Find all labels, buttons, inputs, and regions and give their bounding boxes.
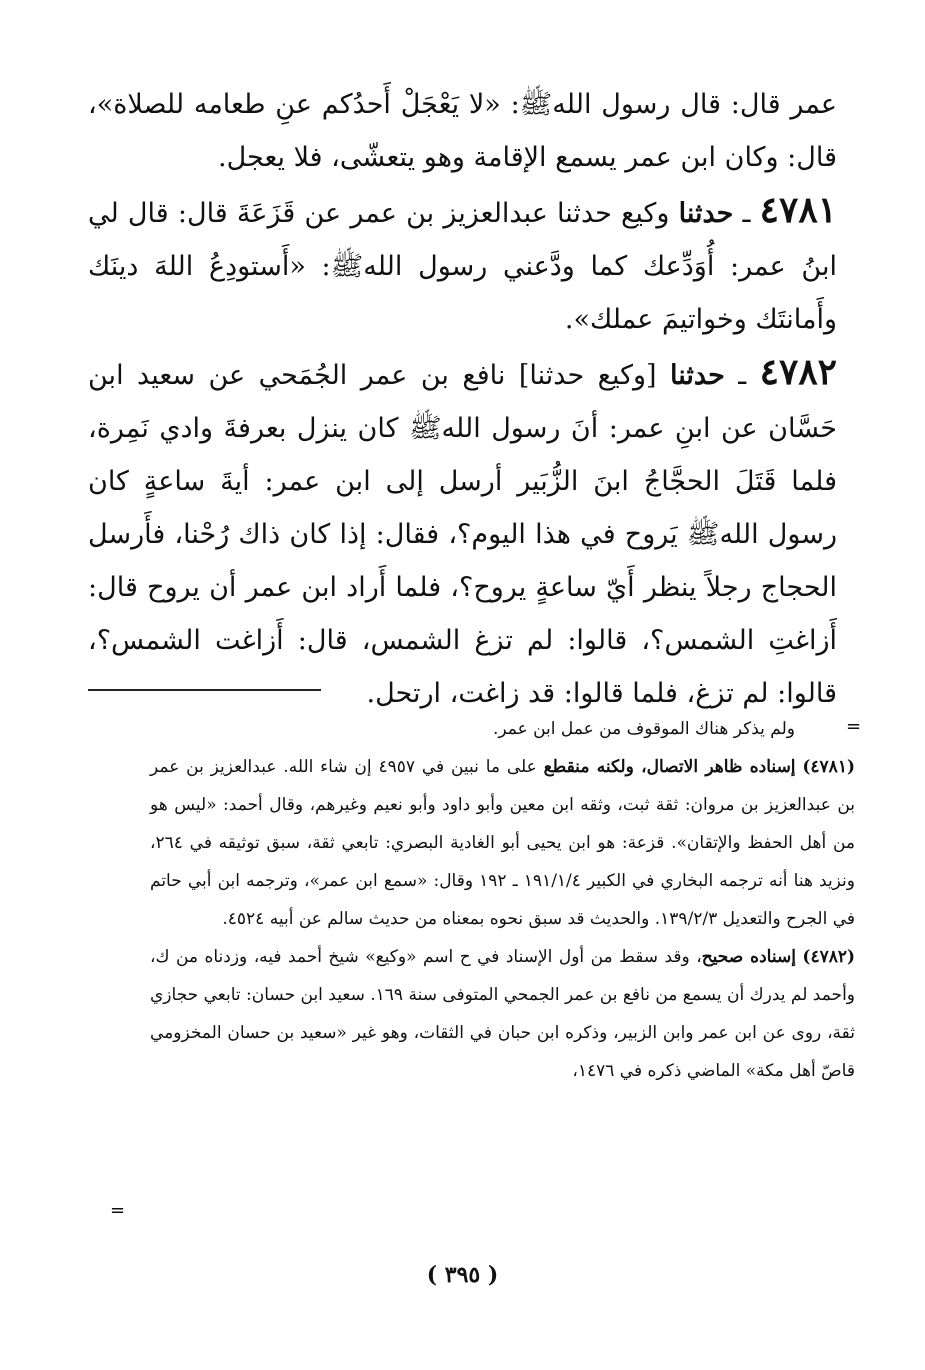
main-text [88, 78, 837, 720]
continuation-mark-bottom: = [110, 1200, 126, 1221]
hadith-text: وكيع حدثنا عبدالعزيز بن عمر عن قَزَعَةَ قال: قال لي ابنُ عمر: أُوَدِّعك كما ودَّعني رسول اللهﷺ: «أَستودِعُ اللهَ دينَك وأَمانتَك وخواتيمَ عملك». [88, 198, 837, 335]
dash: ـ [733, 198, 760, 229]
note-label: (٤٧٨١) [802, 757, 855, 777]
paragraph-continuation: عمر قال: قال رسول اللهﷺ: «لا يَعْجَلْ أَحدُكم عنِ طعامه للصلاة»، قال: وكان ابن عمر يسمع الإقامة وهو يتعشّى، فلا يعجل. [88, 89, 837, 173]
footnote-divider [88, 689, 321, 691]
note-text: على ما نبين في ٤٩٥٧ إن شاء الله. عبدالعزيز بن عمر بن عبدالعزيز بن مروان: ثقة ثبت، وثقه ابن معين وأبو داود وأبو نعيم وغيرهم، وقال أحمد: «ليس هو من أهل الحفظ والإتقان». قزعة: هو ابن يحيى أبو الغادية البصري: تابعي ثقة، سبق توثيقه في ٢٦٤، ونزيد هنا أنه ترجمه البخاري في الكبير ١٩١/١/٤ ـ ١٩٢ وقال: «سمع ابن عمر»، وترجمه ابن أبي حاتم في الجرح والتعديل ١٣٩/٢/٣. والحديث قد سبق نحوه بمعناه من حديث سالم عن أبيه ٤٥٢٤. [150, 757, 855, 929]
note-text: ، وقد سقط من أول الإسناد في ح اسم «وكيع» شيخ أحمد فيه، وزدناه من ك، وأحمد لم يدرك أن يسمع من نافع بن عمر الجمحي المتوفى سنة ١٦٩. سعيد ابن حسان: تابعي حجازي ثقة، روى عن ابن عمر وابن الزبير، وذكره ابن حبان في الثقات، وهو غير «سعيد بن حسان المخزومي قاصّ أهل مكة» الماضي ذكره في ١٤٧٦، [150, 947, 855, 1081]
dash: ـ [724, 360, 760, 391]
hadith-text: [وكيع حدثنا] نافع بن عمر الجُمَحي عن سعيد ابن حَسَّان عن ابنِ عمر: أنَ رسول اللهﷺ كان ينزل بعرفةَ وادي نَمِرة، فلما قَتَلَ الحجَّاجُ ابنَ الزُّبَير أرسل إلى ابن عمر: أيةَ ساعةٍ كان رسول اللهﷺ يَروح في هذا اليوم؟، فقال: إذا كان ذاك رُحْنا، فأَرسل الحجاج رجلاً ينظر أَيّ ساعةٍ يروح؟، فلما أَراد ابن عمر أن يروح قال: أَزاغتِ الشمس؟، قالوا: لم تزغ الشمس، قال: أَزاغت الشمس؟، قالوا: لم تزغ، فلما قالوا: قد زاغت، ارتحل. [88, 360, 837, 709]
hadith-number: ٤٧٨١ [759, 189, 837, 231]
hadith-4781 [88, 184, 837, 346]
continuation-mark-top: = [846, 716, 862, 737]
note-4781 [150, 748, 855, 938]
hadith-number: ٤٧٨٢ [759, 351, 838, 393]
footnotes [150, 710, 855, 1090]
note-label: (٤٧٨٢) [802, 947, 856, 967]
note-continuation: ولم يذكر هناك الموقوف من عمل ابن عمر. [492, 719, 795, 739]
page-number: ( ٣٩٥ ) [426, 1262, 499, 1288]
note-verdict: إسناده ظاهر الاتصال، ولكنه منقطع [543, 757, 796, 777]
haddathana-word: حدثنا [678, 198, 734, 229]
haddathana-word: حدثنا [670, 360, 725, 391]
hadith-4782 [88, 346, 837, 720]
note-verdict: إسناده صحيح [701, 947, 796, 967]
note-4782 [150, 938, 855, 1090]
